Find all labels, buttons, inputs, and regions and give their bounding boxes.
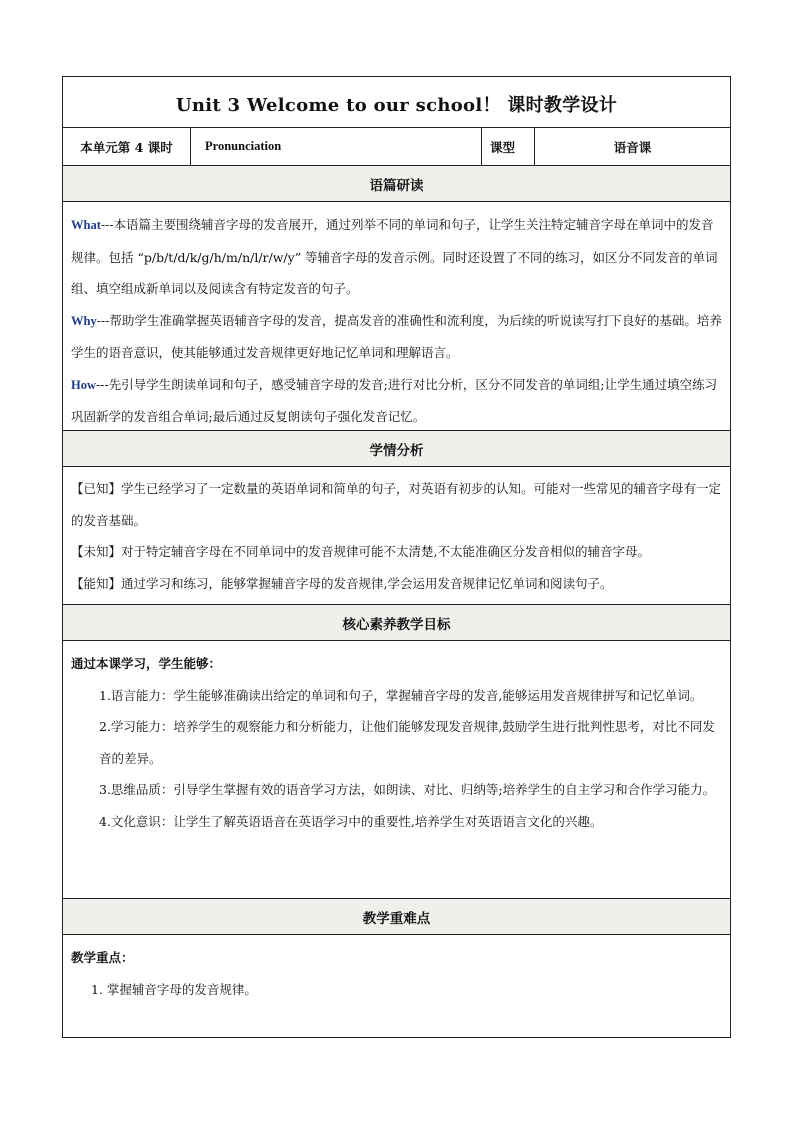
lesson-topic: Pronunciation (191, 128, 482, 165)
why-keyword: Why (71, 313, 97, 328)
page-title: Unit 3 Welcome to our school！ 课时教学设计 (175, 95, 618, 116)
why-text: ---帮助学生准确掌握英语辅音字母的发音，提高发音的准确性和流利度，为后续的听说读写打下良好的基础。培养学生的语音意识，使其能够通过发音规律更好地记忆单词和理解语言。 (71, 312, 722, 360)
title-row (63, 77, 730, 128)
lesson-type-value: 语音课 (613, 139, 652, 155)
how-text: ---先引导学生朗读单词和句子，感受辅音字母的发音;进行对比分析，区分不同发音的单词组;让学生通过填空练习巩固新学的发音组合单词;最后通过反复朗读句子强化发音记忆。 (71, 376, 718, 424)
goal-item: 4.文化意识：让学生了解英语语音在英语学习中的重要性,培养学生对英语语言文化的兴趣。 (99, 813, 603, 829)
how-keyword: How (71, 377, 96, 392)
known-paragraph: 【已知】学生已经学习了一定数量的英语单词和简单的句子，对英语有初步的认知。可能对一些常见的辅音字母有一定的发音基础。 (71, 481, 722, 528)
how-paragraph (71, 369, 722, 433)
section-header-keypoints: 教学重难点 (63, 899, 730, 935)
goals-body (63, 641, 730, 899)
able-paragraph: 【能知】通过学习和练习，能够掌握辅音字母的发音规律,学会运用发音规律记忆单词和阅读句子。 (71, 575, 613, 591)
section-header-analysis: 学情分析 (63, 431, 730, 467)
reading-body (63, 202, 730, 431)
goals-lead: 通过本课学习，学生能够： (71, 656, 222, 671)
goal-item: 2.学习能力：培养学生的观察能力和分析能力，让他们能够发现发音规律,鼓励学生进行批判性思考，对比不同发音的差异。 (99, 719, 715, 766)
keypoints-body (63, 935, 730, 1037)
lesson-type-label: 课型 (482, 128, 535, 165)
unknown-paragraph: 【未知】对于特定辅音字母在不同单词中的发音规律可能不太清楚,不太能准确区分发音相似的辅音字母。 (71, 544, 650, 559)
why-paragraph (71, 305, 722, 369)
what-text: ---本语篇主要围绕辅音字母的发音展开，通过列举不同的单词和句子，让学生关注特定辅音字母在单词中的发音规律。包括 “p/b/t/d/k/g/h/m/n/l/r/w/y” 等辅音字母的发音示例。同时还设置了不同的练习，如区分不同发音的单词组、填空组成新单词以及阅读含有特定发音的句子。 (71, 217, 718, 296)
section-header-goals: 核心素养教学目标 (63, 605, 730, 641)
keypoint-item: 1. 掌握辅音字母的发音规律。 (91, 981, 257, 997)
keypoints-lead: 教学重点： (71, 950, 134, 965)
section-header-reading: 语篇研读 (63, 166, 730, 202)
goal-item: 3.思维品质：引导学生掌握有效的语音学习方法，如朗读、对比、归纳等;培养学生的自主学习和合作学习能力。 (99, 782, 716, 797)
lesson-plan-table (62, 76, 731, 1038)
lesson-number: 本单元第 4 课时 (63, 128, 191, 165)
what-keyword: What (71, 218, 101, 232)
goal-item: 1.语言能力：学生能够准确读出给定的单词和句子，掌握辅音字母的发音,能够运用发音规律拼写和记忆单词。 (99, 687, 703, 703)
analysis-body (63, 467, 730, 605)
info-row (63, 128, 730, 166)
what-paragraph (71, 209, 722, 305)
